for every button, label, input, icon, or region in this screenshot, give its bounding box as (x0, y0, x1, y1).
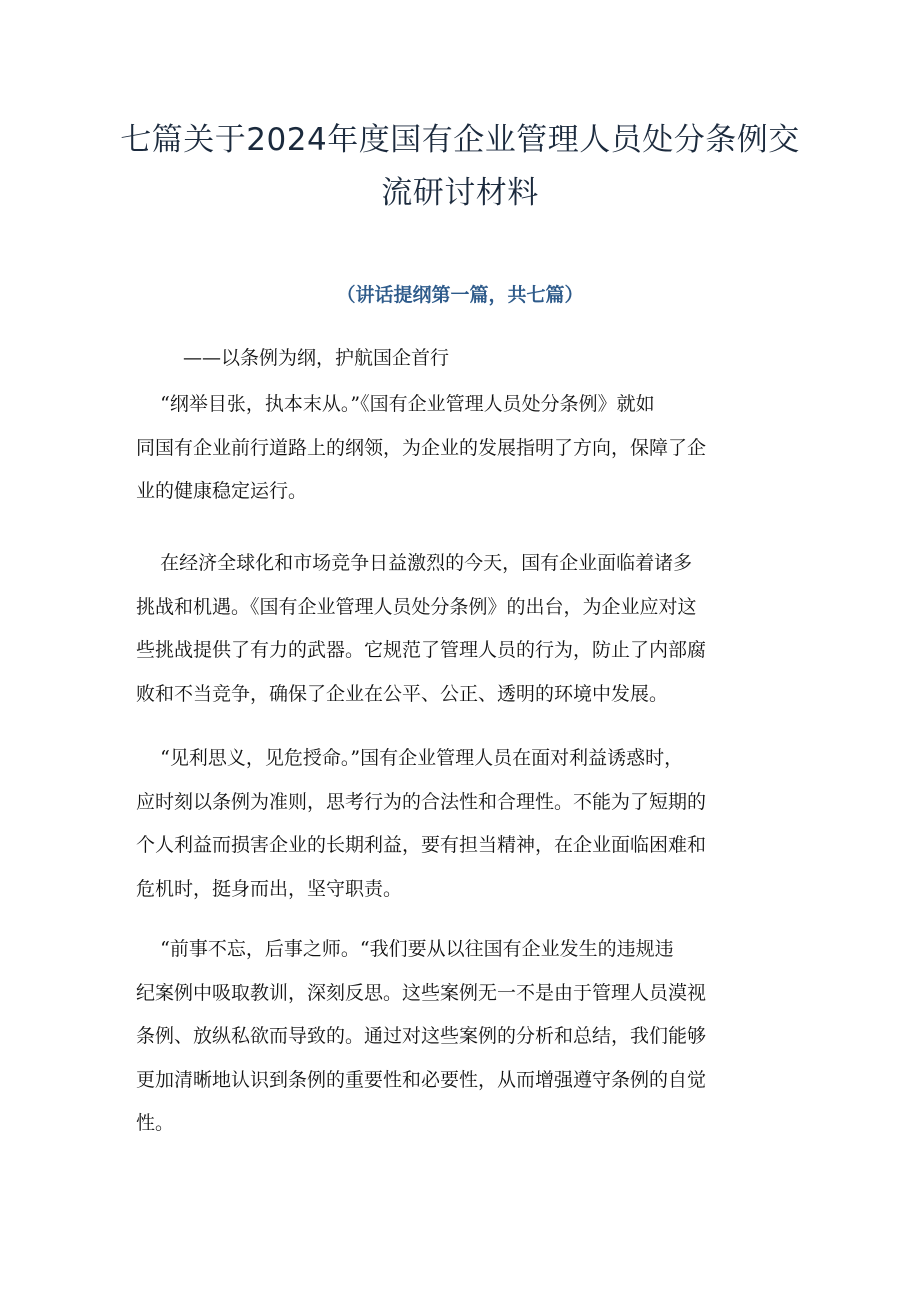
document-subtitle: （讲话提纲第一篇，共七篇） (336, 284, 584, 306)
paragraph: “纲举目张，执本末从。”《国有企业管理人员处分条例》就如 同国有企业前行道路上的纲领，为企业的发展指明了方向，保障了企 业的健康稳定运行。 (136, 393, 707, 502)
document-title: 七篇关于2024年度国有企业管理人员处分条例交流研讨材料 (120, 122, 800, 211)
paragraph: “见利思义，见危授命。”国有企业管理人员在面对利益诱惑时， 应时刻以条例为准则，思考行为的合法性和合理性。不能为了短期的 个人利益而损害企业的长期利益，要有担当精神，在企业面临困难和 危机时，挺身而出，坚守职责。 (136, 747, 707, 900)
paragraph: 在经济全球化和市场竞争日益激烈的今天，国有企业面临着诸多 挑战和机遇。《国有企业管理人员处分条例》的出台，为企业应对这 些挑战提供了有力的武器。它规范了管理人员的行为，防止了内部腐 败和不当竞争，确保了企业在公平、公正、透明的环境中发展。 (136, 552, 707, 705)
tagline: ——以条例为纲，护航国企首行 (183, 347, 450, 369)
paragraph: “前事不忘，后事之师。“我们要从以往国有企业发生的违规违 纪案例中吸取教训，深刻反思。这些案例无一不是由于管理人员漠视 条例、放纵私欲而导致的。通过对这些案例的分析和总结，我们能够 更加清晰地认识到条例的重要性和必要性，从而增强遵守条例的自觉 性。 (136, 938, 707, 1134)
